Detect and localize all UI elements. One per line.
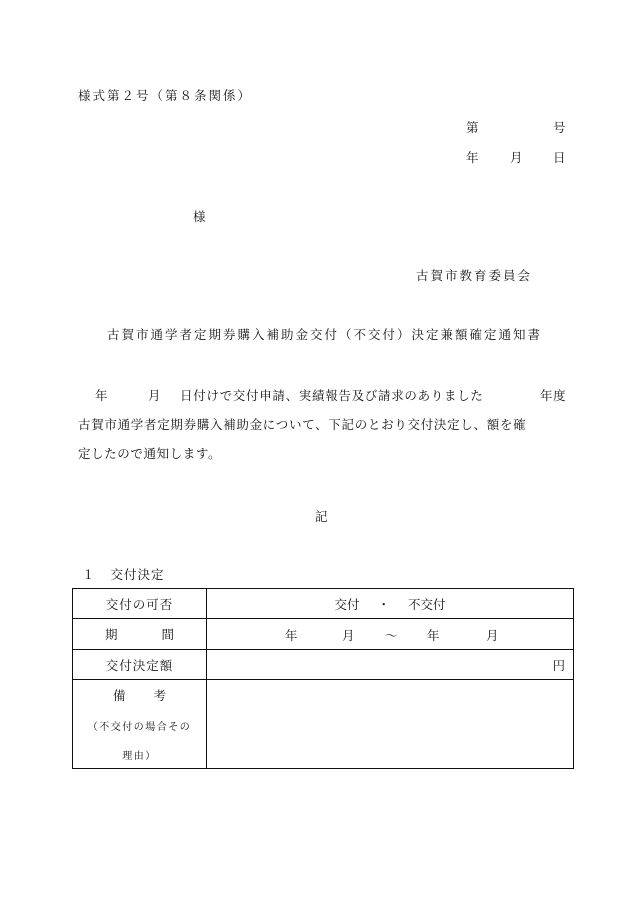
label-amount: 交付決定額: [73, 650, 207, 680]
period-end-month: 月: [486, 628, 499, 643]
body-line-1: [78, 381, 574, 410]
body-day-text: 日付けで交付申請、実績報告及び請求のありました: [180, 388, 484, 403]
body-line-3: 定したので通知します。: [78, 446, 222, 461]
period-start-year: 年: [285, 628, 298, 643]
decision-table: [72, 588, 574, 769]
issuer-name: 古賀市教育委員会: [416, 268, 533, 283]
table-row: [73, 650, 574, 680]
document-title: 古賀市通学者定期券購入補助金交付（不交付）決定兼額確定通知書: [107, 327, 543, 342]
option-separator: ・: [377, 596, 390, 612]
remarks-value: [207, 680, 574, 769]
addressee-suffix: 様: [193, 209, 206, 224]
remarks-note-line-1: （不交付の場合その: [87, 722, 192, 733]
section-1-label: 交付決定: [110, 567, 165, 582]
option-no-grant: 不交付: [407, 596, 446, 612]
body-text: [78, 381, 574, 468]
body-fiscal-year: 年度: [540, 388, 567, 403]
table-row: [73, 589, 574, 619]
section-1-number: １: [82, 567, 95, 582]
ki-heading: 記: [315, 509, 328, 524]
section-1-heading: [82, 565, 165, 583]
remarks-note-line-2: 理由）: [122, 751, 157, 762]
date-month: 月: [510, 150, 523, 165]
option-grant: 交付: [334, 596, 360, 612]
date-year: 年: [466, 150, 479, 165]
label-period-char-2: 間: [161, 627, 174, 642]
date-day: 日: [553, 150, 566, 165]
period-end-year: 年: [427, 628, 440, 643]
body-month: 月: [148, 388, 162, 403]
label-period: [73, 619, 207, 650]
label-remarks: [73, 680, 207, 769]
label-period-char-1: 期: [105, 627, 118, 642]
period-value: [207, 619, 574, 650]
amount-value: 円: [207, 650, 574, 680]
document-number-prefix: 第: [466, 120, 479, 135]
table-row: [73, 619, 574, 650]
period-start-month: 月: [342, 628, 355, 643]
label-approval: 交付の可否: [73, 589, 207, 619]
document-number-suffix: 号: [553, 120, 566, 135]
body-year: 年: [95, 388, 109, 403]
table-row: [73, 680, 574, 769]
label-remarks-char-2: 考: [153, 688, 166, 703]
form-number: 様式第２号（第８条関係）: [78, 88, 253, 103]
body-line-2: 古賀市通学者定期券購入補助金について、下記のとおり交付決定し、額を確: [78, 417, 527, 432]
approval-options: [207, 589, 574, 619]
label-remarks-char-1: 備: [113, 688, 126, 703]
period-tilde: ～: [385, 628, 398, 643]
